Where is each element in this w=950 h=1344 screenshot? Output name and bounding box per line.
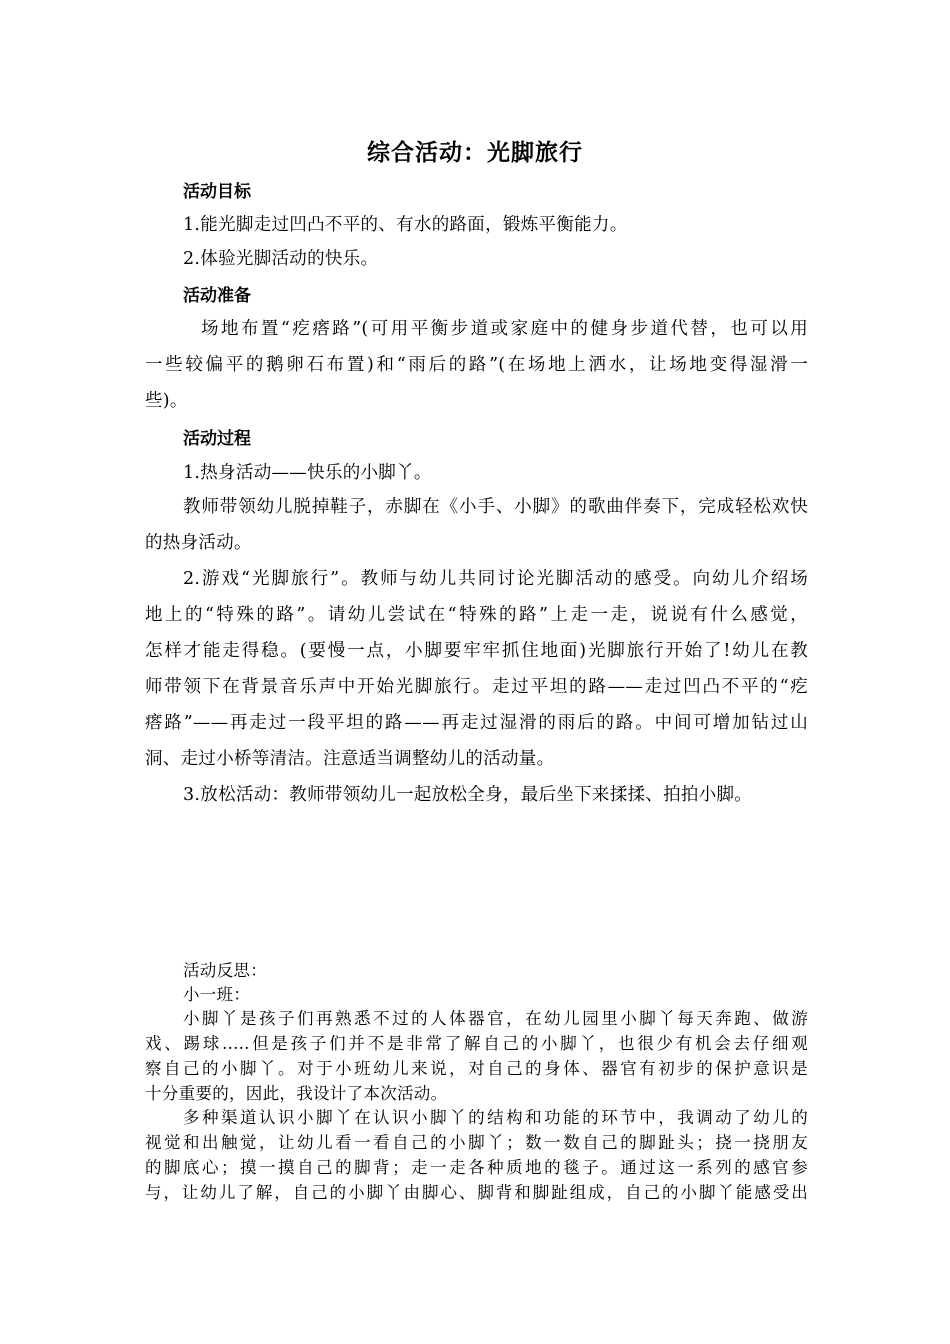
reflection-line: 多种渠道认识小脚丫在认识小脚丫的结构和功能的环节中，我调动了幼儿的 bbox=[183, 1108, 808, 1127]
reflection-line: 与，让幼儿了解，自己的小脚丫由脚心、脚背和脚趾组成，自己的小脚丫能感受出 bbox=[145, 1183, 808, 1202]
reflection-line: 的脚底心；摸一摸自己的脚背；走一走各种质地的毯子。通过这一系列的感官参 bbox=[145, 1158, 808, 1177]
reflection-class-label: 小一班： bbox=[183, 985, 251, 1004]
goal-item: 2.体验光脚活动的快乐。 bbox=[183, 249, 379, 269]
reflection-line: 察自己的小脚丫。对于小班幼儿来说，对自己的身体、器官有初步的保护意识是 bbox=[145, 1059, 808, 1078]
reflection-line: 戏、踢球…..但是孩子们并不是非常了解自己的小脚丫，也很少有机会去仔细观 bbox=[145, 1034, 808, 1053]
process-line: 教师带领幼儿脱掉鞋子，赤脚在《小手、小脚》的歌曲伴奏下，完成轻松欢快 bbox=[183, 497, 808, 517]
reflection-line: 小脚丫是孩子们再熟悉不过的人体器官，在幼儿园里小脚丫每天奔跑、做游 bbox=[183, 1009, 808, 1028]
prep-paragraph-line: 一些较偏平的鹅卵石布置)和“雨后的路”(在场地上洒水，让场地变得湿滑一 bbox=[145, 355, 808, 375]
process-line: 瘩路”——再走过一段平坦的路——再走过湿滑的雨后的路。中间可增加钻过山 bbox=[145, 713, 808, 733]
process-line: 2.游戏“光脚旅行”。教师与幼儿共同讨论光脚活动的感受。向幼儿介绍场 bbox=[183, 569, 808, 589]
prep-paragraph-line: 些)。 bbox=[145, 391, 188, 411]
process-heading: 活动过程 bbox=[183, 429, 251, 449]
prep-heading: 活动准备 bbox=[183, 286, 251, 306]
reflection-heading: 活动反思： bbox=[183, 961, 267, 980]
reflection-line: 视觉和出触觉，让幼儿看一看自己的小脚丫；数一数自己的脚趾头；挠一挠朋友 bbox=[145, 1133, 808, 1152]
prep-paragraph-line: 场地布置“疙瘩路”(可用平衡步道或家庭中的健身步道代替，也可以用 bbox=[201, 319, 808, 339]
goal-item: 1.能光脚走过凹凸不平的、有水的路面，锻炼平衡能力。 bbox=[183, 215, 628, 235]
goals-heading: 活动目标 bbox=[183, 182, 251, 202]
process-line: 1.热身活动——快乐的小脚丫。 bbox=[183, 463, 432, 483]
process-line: 怎样才能走得稳。(要慢一点，小脚要牢牢抓住地面)光脚旅行开始了!幼儿在教 bbox=[145, 641, 808, 661]
page-title: 综合活动：光脚旅行 bbox=[367, 140, 583, 166]
process-line: 洞、走过小桥等清洁。注意适当调整幼儿的活动量。 bbox=[145, 749, 555, 769]
process-line: 师带领下在背景音乐声中开始光脚旅行。走过平坦的路——走过凹凸不平的“疙 bbox=[145, 677, 808, 697]
reflection-line: 十分重要的，因此，我设计了本次活动。 bbox=[145, 1084, 448, 1103]
process-line: 3.放松活动：教师带领幼儿一起放松全身，最后坐下来揉揉、拍拍小脚。 bbox=[183, 785, 753, 805]
process-line: 的热身活动。 bbox=[145, 533, 252, 553]
process-line: 地上的“特殊的路”。请幼儿尝试在“特殊的路”上走一走，说说有什么感觉， bbox=[145, 605, 808, 625]
